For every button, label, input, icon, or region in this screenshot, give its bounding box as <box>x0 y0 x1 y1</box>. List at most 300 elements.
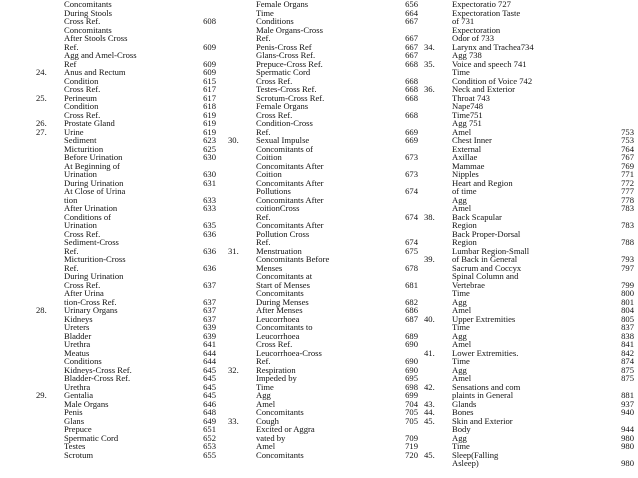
index-entry <box>36 145 216 154</box>
index-entry <box>36 179 216 188</box>
entry-title: Back Scapular <box>452 211 502 222</box>
index-entry <box>36 298 216 307</box>
entry-title: Ref. <box>64 41 79 52</box>
entry-title: tion <box>64 194 78 205</box>
entry-title: Time <box>452 288 470 298</box>
page-number: 838 <box>621 330 634 341</box>
index-entry <box>36 400 216 409</box>
entry-title: Body <box>452 424 471 434</box>
page-number: 753 <box>621 135 634 145</box>
index-entry <box>36 111 216 120</box>
page-number: 687 <box>405 313 418 324</box>
entry-title: Excited or Aggra <box>256 424 315 434</box>
page-number: 695 <box>405 373 418 383</box>
entry-title: Cross Ref. <box>64 84 101 94</box>
entry-title: Amel <box>452 305 472 315</box>
entry-title: Amel <box>256 441 276 451</box>
entry-title: During Stools <box>64 7 112 18</box>
page-number: 609 <box>203 41 216 52</box>
entry-title: Cross Ref. <box>256 339 293 349</box>
entry-title: Skin and Exterior <box>452 415 513 426</box>
entry-title: Cross Ref. <box>64 228 101 239</box>
entry-title: Ref. <box>256 126 271 137</box>
entry-title: Leucorrhoea <box>256 330 300 341</box>
entry-title: Time <box>452 67 470 77</box>
entry-title: Time <box>452 356 470 366</box>
index-entry <box>36 264 216 273</box>
entry-title: External <box>452 143 482 154</box>
entry-title: During Urination <box>64 271 124 281</box>
entry-title: Condition <box>64 101 99 111</box>
entry-title: tion-Cross Ref. <box>64 296 117 307</box>
entry-title: Expectoration Taste <box>452 7 521 18</box>
index-entry <box>36 153 216 162</box>
entry-title: Back Proper-Dorsal <box>452 228 521 239</box>
entry-title: Bones <box>452 407 474 417</box>
index-entry <box>36 417 216 426</box>
chapter-number: 33. <box>228 415 239 426</box>
page-number: 937 <box>621 398 634 409</box>
entry-title: Concomitants to <box>256 322 313 332</box>
entry-title: Urinary Organs <box>64 305 118 315</box>
entry-title: Penis-Cross Ref <box>256 41 312 52</box>
entry-title: Concomitants After <box>256 160 324 171</box>
page-number: 797 <box>621 262 634 273</box>
index-entry <box>36 255 216 264</box>
entry-title: Testes <box>64 441 86 451</box>
entry-title: Cross Ref. <box>256 75 293 86</box>
chapter-number: 44. <box>424 407 435 417</box>
page-number: 644 <box>203 356 216 366</box>
index-entry <box>36 221 216 230</box>
entry-title: Conditions <box>64 356 102 366</box>
entry-title: Conditions of <box>64 211 112 222</box>
page-number: 767 <box>621 152 634 162</box>
entry-title: Micturition <box>64 143 104 154</box>
entry-title: Glands <box>452 398 477 409</box>
index-entry <box>36 102 216 111</box>
entry-title: Lumbar Region-Small <box>452 245 530 256</box>
page-number: 667 <box>405 16 418 26</box>
page-number: 704 <box>405 398 418 409</box>
entry-title: Menstruation <box>256 245 302 256</box>
entry-title: Amel <box>452 339 472 349</box>
entry-title: Expectoratio 727 <box>452 0 511 9</box>
page-number: 678 <box>405 262 418 273</box>
page-number: 618 <box>203 101 216 111</box>
page-number: 630 <box>203 169 216 179</box>
page-number: 623 <box>203 135 216 145</box>
index-entry <box>36 383 216 392</box>
chapter-number: 42. <box>424 381 435 392</box>
page-number: 668 <box>405 84 418 94</box>
page-number: 635 <box>203 220 216 230</box>
entry-title: Cross Ref. <box>64 279 101 290</box>
entry-title: Agg and Amel-Cross <box>64 50 137 60</box>
page-number: 805 <box>621 313 634 324</box>
page-number: 619 <box>203 126 216 137</box>
chapter-number: 38. <box>424 211 435 222</box>
entry-title: Nape748 <box>452 101 484 111</box>
page-number: 690 <box>405 364 418 375</box>
page-number: 648 <box>203 407 216 417</box>
page-number: 720 <box>405 449 418 460</box>
entry-title: Ref. <box>256 237 271 247</box>
entry-title: Cough <box>256 415 279 426</box>
page-number: 881 <box>621 390 634 400</box>
entry-title: During Menses <box>256 296 309 307</box>
entry-title: Amel <box>452 203 472 213</box>
page-number: 617 <box>203 92 216 103</box>
entry-title: Cross Ref. <box>64 109 101 120</box>
index-entry <box>36 315 216 324</box>
entry-title: Scrotum <box>64 449 94 460</box>
entry-title: Penis <box>64 407 83 417</box>
entry-title: Larynx and Trachea734 <box>452 41 534 52</box>
entry-title: Coition <box>256 169 282 179</box>
entry-title: Pollutions <box>256 186 291 196</box>
entry-title: Leucorrhoea-Cross <box>256 347 322 358</box>
entry-title: Pollution Cross <box>256 228 310 239</box>
entry-title: Amel <box>452 126 472 137</box>
index-entry <box>36 230 216 239</box>
entry-title: Spermatic Cord <box>256 67 311 77</box>
page-number: 639 <box>203 322 216 332</box>
entry-title: Male Organs <box>64 398 109 409</box>
entry-title: Ref. <box>64 245 79 256</box>
entry-title: Upper Extremities <box>452 313 516 324</box>
entry-title: Vertebrae <box>452 279 485 290</box>
index-entry <box>36 187 216 196</box>
entry-title: Condition of Voice 742 <box>452 75 533 86</box>
entry-title: Ref. <box>64 262 79 273</box>
chapter-number: 31. <box>228 245 239 256</box>
entry-title: Glans <box>64 415 85 426</box>
chapter-number: 43. <box>424 398 435 409</box>
page-number: 615 <box>203 75 216 86</box>
page-number: 669 <box>405 126 418 137</box>
entry-title: Menses <box>256 262 283 273</box>
entry-title: Prostate Gland <box>64 118 115 128</box>
chapter-number: 25. <box>36 92 47 103</box>
page-number: 617 <box>203 84 216 94</box>
page-number: 675 <box>405 245 418 256</box>
entry-title: Time751 <box>452 109 483 120</box>
page-number: 772 <box>621 177 634 188</box>
page-number: 940 <box>621 407 634 417</box>
page-number: 645 <box>203 373 216 383</box>
page-number: 619 <box>203 118 216 128</box>
page-number: 667 <box>405 50 418 60</box>
entry-title: Prepuce-Cross Ref. <box>256 58 323 69</box>
page-number: 641 <box>203 339 216 349</box>
entry-title: Time <box>452 322 470 332</box>
entry-title: Sediment-Cross <box>64 237 119 247</box>
entry-title: Chest Inner <box>452 135 492 145</box>
page-number: 645 <box>203 390 216 400</box>
page-number: 673 <box>405 169 418 179</box>
page-number: 633 <box>203 194 216 205</box>
page-number: 669 <box>405 135 418 145</box>
entry-title: Female Organs <box>256 0 309 9</box>
entry-title: Concomitants at <box>256 271 313 281</box>
index-entry <box>36 196 216 205</box>
index-entry <box>36 425 216 434</box>
page-number: 645 <box>203 364 216 375</box>
entry-title: Concomitants After <box>256 194 324 205</box>
entry-title: Start of Menses <box>256 279 310 290</box>
page-number: 709 <box>405 432 418 443</box>
entry-title: Concomitants <box>256 449 304 460</box>
page-number: 690 <box>405 339 418 349</box>
page-number: 689 <box>405 330 418 341</box>
page-number: 668 <box>405 109 418 120</box>
page-number: 646 <box>203 398 216 409</box>
entry-title: After Stools Cross <box>64 33 128 43</box>
page-number: 874 <box>621 356 634 366</box>
entry-title: Respiration <box>256 364 296 375</box>
entry-title: Leucorrhoea <box>256 313 300 324</box>
entry-title: At Close of Urina <box>64 186 126 196</box>
page-number: 667 <box>405 33 418 43</box>
entry-title: of Back in General <box>452 254 518 264</box>
entry-title: Sensations and com <box>452 381 521 392</box>
page-number: 637 <box>203 313 216 324</box>
page-number: 980 <box>621 458 634 468</box>
entry-title: After Urina <box>64 288 104 298</box>
entry-title: Amel <box>452 373 472 383</box>
entry-title: Throat 743 <box>452 92 490 103</box>
entry-title: Testes-Cross Ref. <box>256 84 317 94</box>
index-entry <box>36 349 216 358</box>
index-entry <box>36 306 216 315</box>
entry-title: Cross Ref. <box>64 16 101 26</box>
index-entry <box>36 442 216 451</box>
entry-title: Ref <box>64 58 77 69</box>
entry-title: Cross Ref. <box>256 109 293 120</box>
index-entry <box>424 459 634 468</box>
page-number: 608 <box>203 16 216 26</box>
page-number: 625 <box>203 143 216 154</box>
entry-title: Urethra <box>64 381 91 392</box>
entry-title: Bladder <box>64 330 92 341</box>
entry-title: Concomitants of <box>256 143 314 154</box>
chapter-number: 29. <box>36 390 47 400</box>
page-number: 653 <box>203 441 216 451</box>
entry-title: Sleep(Falling <box>452 449 499 460</box>
page-number: 681 <box>405 279 418 290</box>
index-entry <box>36 374 216 383</box>
entry-title: Female Organs <box>256 101 309 111</box>
index-entry <box>36 170 216 179</box>
entry-title: Sacrum and Coccyx <box>452 262 522 273</box>
page-number: 690 <box>405 356 418 366</box>
entry-title: Sexual Impulse <box>256 135 310 145</box>
index-entry <box>36 332 216 341</box>
entry-title: Micturition-Cross <box>64 254 126 264</box>
index-column-3 <box>424 0 634 468</box>
entry-title: Agg <box>452 194 467 205</box>
entry-title: Agg 751 <box>452 118 482 128</box>
page-number: 649 <box>203 415 216 426</box>
entry-title: Agg 738 <box>452 50 482 60</box>
page-number: 631 <box>203 177 216 188</box>
entry-title: Conditions <box>256 16 294 26</box>
index-entry <box>36 77 216 86</box>
page-number: 644 <box>203 347 216 358</box>
entry-title: Bladder-Cross Ref. <box>64 373 131 383</box>
entry-title: vated by <box>256 432 286 443</box>
page-number: 668 <box>405 58 418 69</box>
chapter-number: 45. <box>424 415 435 426</box>
page-number: 636 <box>203 262 216 273</box>
chapter-number: 45. <box>424 449 435 460</box>
page-number: 783 <box>621 220 634 230</box>
entry-title: Lower Extremities. <box>452 347 519 358</box>
page-number: 673 <box>405 152 418 162</box>
entry-title: of 731 <box>452 16 475 26</box>
entry-title: Concomitants After <box>256 177 324 188</box>
entry-title: Ref. <box>256 211 271 222</box>
chapter-number: 24. <box>36 67 47 77</box>
entry-title: Sediment <box>64 135 97 145</box>
page-number: 698 <box>405 381 418 392</box>
entry-title: Ref. <box>256 33 271 43</box>
page-number: 651 <box>203 424 216 434</box>
page-number: 656 <box>405 0 418 9</box>
entry-title: Before Urination <box>64 152 123 162</box>
entry-title: of time <box>452 186 477 196</box>
entry-title: Scrotum-Cross Ref. <box>256 92 325 103</box>
entry-title: Nipples <box>452 169 479 179</box>
page-number: 875 <box>621 364 634 375</box>
index-entry <box>36 9 216 18</box>
entry-title: Region <box>452 237 477 247</box>
page-number: 668 <box>405 75 418 86</box>
entry-title: Agg <box>452 432 467 443</box>
page-number: 804 <box>621 305 634 315</box>
index-entry <box>36 434 216 443</box>
page-number: 609 <box>203 58 216 69</box>
page-number: 664 <box>405 7 418 18</box>
page-number: 719 <box>405 441 418 451</box>
index-entry <box>36 451 216 460</box>
index-entry <box>228 451 418 460</box>
page-number: 609 <box>203 67 216 77</box>
page-number: 682 <box>405 296 418 307</box>
page-number: 801 <box>621 296 634 307</box>
page-number: 788 <box>621 237 634 247</box>
index-entry <box>36 247 216 256</box>
page-number: 769 <box>621 160 634 171</box>
chapter-number: 35. <box>424 58 435 69</box>
page-number: 636 <box>203 228 216 239</box>
chapter-number: 30. <box>228 135 239 145</box>
index-column-2 <box>228 0 418 459</box>
entry-title: Concomitants <box>64 0 112 9</box>
entry-title: Time <box>256 7 274 18</box>
entry-title: Kidneys-Cross Ref. <box>64 364 132 375</box>
entry-title: During Urination <box>64 177 124 188</box>
entry-title: Condition-Cross <box>256 118 313 128</box>
page-number: 842 <box>621 347 634 358</box>
entry-title: Expectoration <box>452 24 501 35</box>
entry-title: Spinal Column and <box>452 271 519 281</box>
entry-title: Time <box>256 381 274 392</box>
entry-title: Time <box>452 441 470 451</box>
chapter-number: 32. <box>228 364 239 375</box>
index-entry <box>36 85 216 94</box>
page-number: 705 <box>405 407 418 417</box>
index-entry <box>36 0 216 9</box>
entry-title: Impeded by <box>256 373 297 383</box>
entry-title: Gentalia <box>64 390 94 400</box>
chapter-number: 39. <box>424 254 435 264</box>
entry-title: Urethra <box>64 339 91 349</box>
entry-title: Ref. <box>256 356 271 366</box>
chapter-number: 26. <box>36 118 47 128</box>
page-number: 841 <box>621 339 634 349</box>
entry-title: After Menses <box>256 305 303 315</box>
entry-title: Coition <box>256 152 282 162</box>
entry-title: Agg <box>452 364 467 375</box>
page-number: 655 <box>203 449 216 460</box>
index-entry <box>36 162 216 171</box>
page-number: 652 <box>203 432 216 443</box>
index-entry <box>36 60 216 69</box>
entry-title: Heart and Region <box>452 177 513 188</box>
entry-title: Voice and speech 741 <box>452 58 527 69</box>
page-number: 630 <box>203 152 216 162</box>
entry-title: Male Organs-Cross <box>256 24 323 35</box>
chapter-number: 36. <box>424 84 435 94</box>
entry-title: Mammae <box>452 160 485 171</box>
index-entry <box>36 213 216 222</box>
page-number: 980 <box>621 441 634 451</box>
index-entry <box>36 272 216 281</box>
entry-title: Neck and Exterior <box>452 84 515 94</box>
page-number: 674 <box>405 186 418 196</box>
entry-title: Agg <box>452 330 467 341</box>
page-number: 639 <box>203 330 216 341</box>
page-number: 800 <box>621 288 634 298</box>
chapter-number: 34. <box>424 41 435 52</box>
page-number: 777 <box>621 186 634 196</box>
index-entry <box>36 238 216 247</box>
page-number: 645 <box>203 381 216 392</box>
page-number: 837 <box>621 322 634 332</box>
entry-title: After Urination <box>64 203 118 213</box>
page-number: 637 <box>203 296 216 307</box>
entry-title: Spermatic Cord <box>64 432 119 443</box>
page-number: 636 <box>203 245 216 256</box>
index-entry <box>36 128 216 137</box>
page-number: 674 <box>405 211 418 222</box>
entry-title: Perineum <box>64 92 97 103</box>
entry-title: Concomitants <box>256 288 304 298</box>
entry-title: Odor of 733 <box>452 33 495 43</box>
index-entry <box>36 340 216 349</box>
index-entry <box>36 204 216 213</box>
entry-title: Kidneys <box>64 313 93 324</box>
page-number: 633 <box>203 203 216 213</box>
page-number: 771 <box>621 169 634 179</box>
page-number: 668 <box>405 92 418 103</box>
index-entry <box>36 119 216 128</box>
page-number: 783 <box>621 203 634 213</box>
entry-title: coitionCross <box>256 203 300 213</box>
chapter-number: 41. <box>424 347 435 358</box>
